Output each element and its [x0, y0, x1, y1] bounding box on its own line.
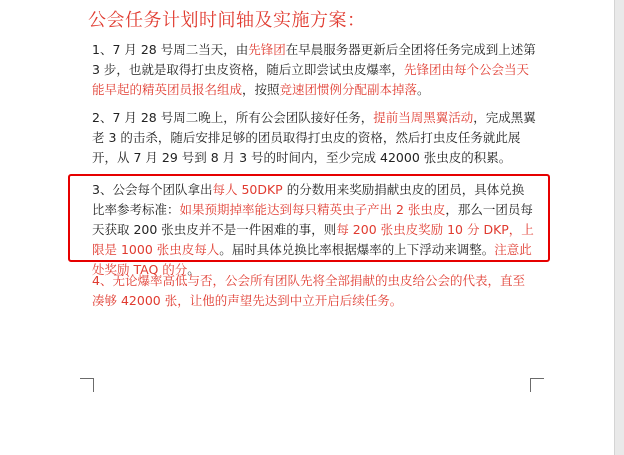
highlighted-text-run: 每人 50DKP — [212, 182, 283, 197]
paragraph-2 — [92, 108, 536, 168]
text-run: 3、公会每个团队拿出 — [92, 182, 213, 197]
text-run: 2、7 月 28 号周二晚上，所有公会团队接好任务， — [92, 110, 374, 125]
text-run: 1、7 月 28 号周二当天，由 — [92, 42, 249, 57]
text-run: 。 — [417, 82, 430, 97]
text-run: ，完成黑翼老 3 的击杀，随后安排足够的团员取得打虫皮的资格，然后打虫皮任务就此展开，从 7 月 29 号到 8 月 3 号的时间内，至少完成 42000 张虫皮的积累。 — [92, 110, 536, 165]
highlighted-text-run: 每 200 张虫皮奖励 10 分 DKP，上限是 1000 张虫皮每人 — [92, 222, 534, 257]
highlighted-text-run: 先锋团 — [248, 42, 286, 57]
text-run: 在早晨服务器更新后全团将任务完成到上述第 3 步，也就是取得打虫皮资格，随后立即尝试虫皮爆率， — [92, 42, 536, 77]
text-run: ，那么一团员每天获取 200 张虫皮并不是一件困难的事，则 — [92, 202, 533, 237]
text-run: ，按照 — [242, 82, 280, 97]
highlighted-text-run: 提前当周黑翼活动 — [373, 110, 474, 125]
highlighted-text-run: 竞速团惯例分配副本掉落 — [279, 82, 418, 97]
paragraph-4 — [92, 271, 536, 311]
document-title: 公会任务计划时间轴及实施方案： — [88, 10, 366, 31]
page-margin-corner-marker — [530, 378, 544, 393]
paragraph-1 — [92, 40, 536, 100]
paragraph-3 — [92, 180, 536, 280]
highlighted-text-run: 4、无论爆率高低与否，公会所有团队先将全部捐献的虫皮给公会的代表，直至凑够 42000 张，让他的声望先达到中立开启后续任务。 — [92, 273, 525, 308]
text-run: 。 — [187, 262, 200, 277]
highlighted-text-run: 先锋团由每个公会当天能早起的精英团员报名组成 — [92, 62, 529, 97]
page-margin-corner-marker — [80, 378, 94, 393]
highlighted-text-run: 注意此处奖励 TAQ 的分 — [92, 242, 532, 277]
text-run: 的分数用来奖励捐献虫皮的团员，具体兑换比率参考标准： — [92, 182, 525, 217]
highlighted-text-run: 如果预期掉率能达到每只精英虫子产出 2 张虫皮 — [179, 202, 446, 217]
text-run: 。届时具体兑换比率根据爆率的上下浮动来调整。 — [219, 242, 495, 257]
